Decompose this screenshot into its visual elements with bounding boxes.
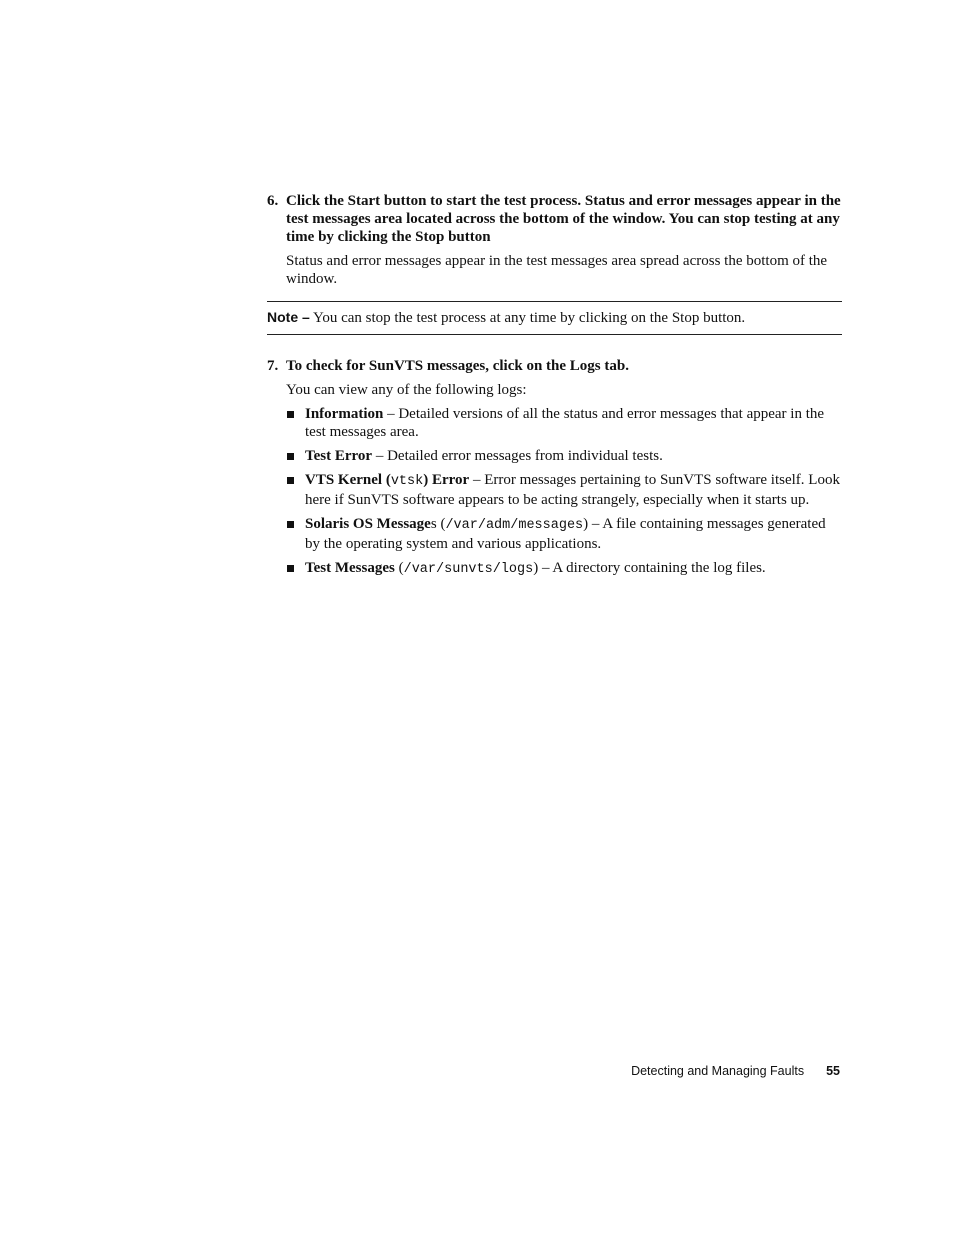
log-paren-open: ( [436,516,446,532]
log-term: Information [305,406,384,422]
step-7-intro: You can view any of the following logs: [286,382,527,398]
note-box [267,301,842,335]
list-item-test-error [305,447,842,465]
list-item-solaris-messages [305,515,842,553]
log-description: ) – A directory containing the log files. [533,560,766,576]
step-7-number: 7. [267,358,279,374]
log-term: Test Messages [305,560,395,576]
step-6 [267,192,842,246]
log-term-tail: s [430,516,437,532]
list-item-vts-kernel [305,471,842,509]
bullet-icon [287,565,294,572]
list-item-test-messages [305,559,842,579]
footer-chapter-title: Detecting and Managing Faults [631,1064,805,1078]
log-description: – Error messages pertaining to SunVTS software itself. Look here if SunVTS software appears to be acting strangely, especially when it starts up. [305,472,840,508]
log-code: /var/adm/messages [445,518,584,533]
note-text: You can stop the test process at any time by clicking on the Stop button. [309,310,746,326]
log-term: VTS Kernel ( [305,472,391,488]
log-list [267,405,842,579]
note-label: Note – [267,309,310,325]
list-item-information [305,405,842,441]
log-description: – Detailed versions of all the status and error messages that appear in the test messages area. [305,406,825,440]
bullet-icon [287,521,294,528]
step-6-body: Status and error messages appear in the test messages area spread across the bottom of the window. [286,253,828,287]
log-term-tail: ) Error [423,472,470,488]
bullet-icon [287,477,294,484]
document-body [267,192,842,585]
bullet-icon [287,453,294,460]
log-description: ) – A file containing messages generated by the operating system and various applications. [305,516,826,552]
step-7 [267,357,842,375]
log-paren-open: ( [394,560,404,576]
log-description: – Detailed error messages from individual tests. [372,448,663,464]
step-6-number: 6. [267,193,279,209]
log-term: Test Error [305,448,373,464]
page-number: 55 [826,1064,840,1078]
log-code: /var/sunvts/logs [403,562,534,577]
step-7-instruction: To check for SunVTS messages, click on the Logs tab. [286,358,629,374]
step-6-instruction: Click the Start button to start the test process. Status and error messages appear in the test messages area located across the bottom of the window. You can stop testing at any time by clicking the Stop button [286,193,841,245]
bullet-icon [287,411,294,418]
log-code: vtsk [390,474,424,489]
log-term: Solaris OS Message [305,516,431,532]
page-footer [631,1064,840,1078]
